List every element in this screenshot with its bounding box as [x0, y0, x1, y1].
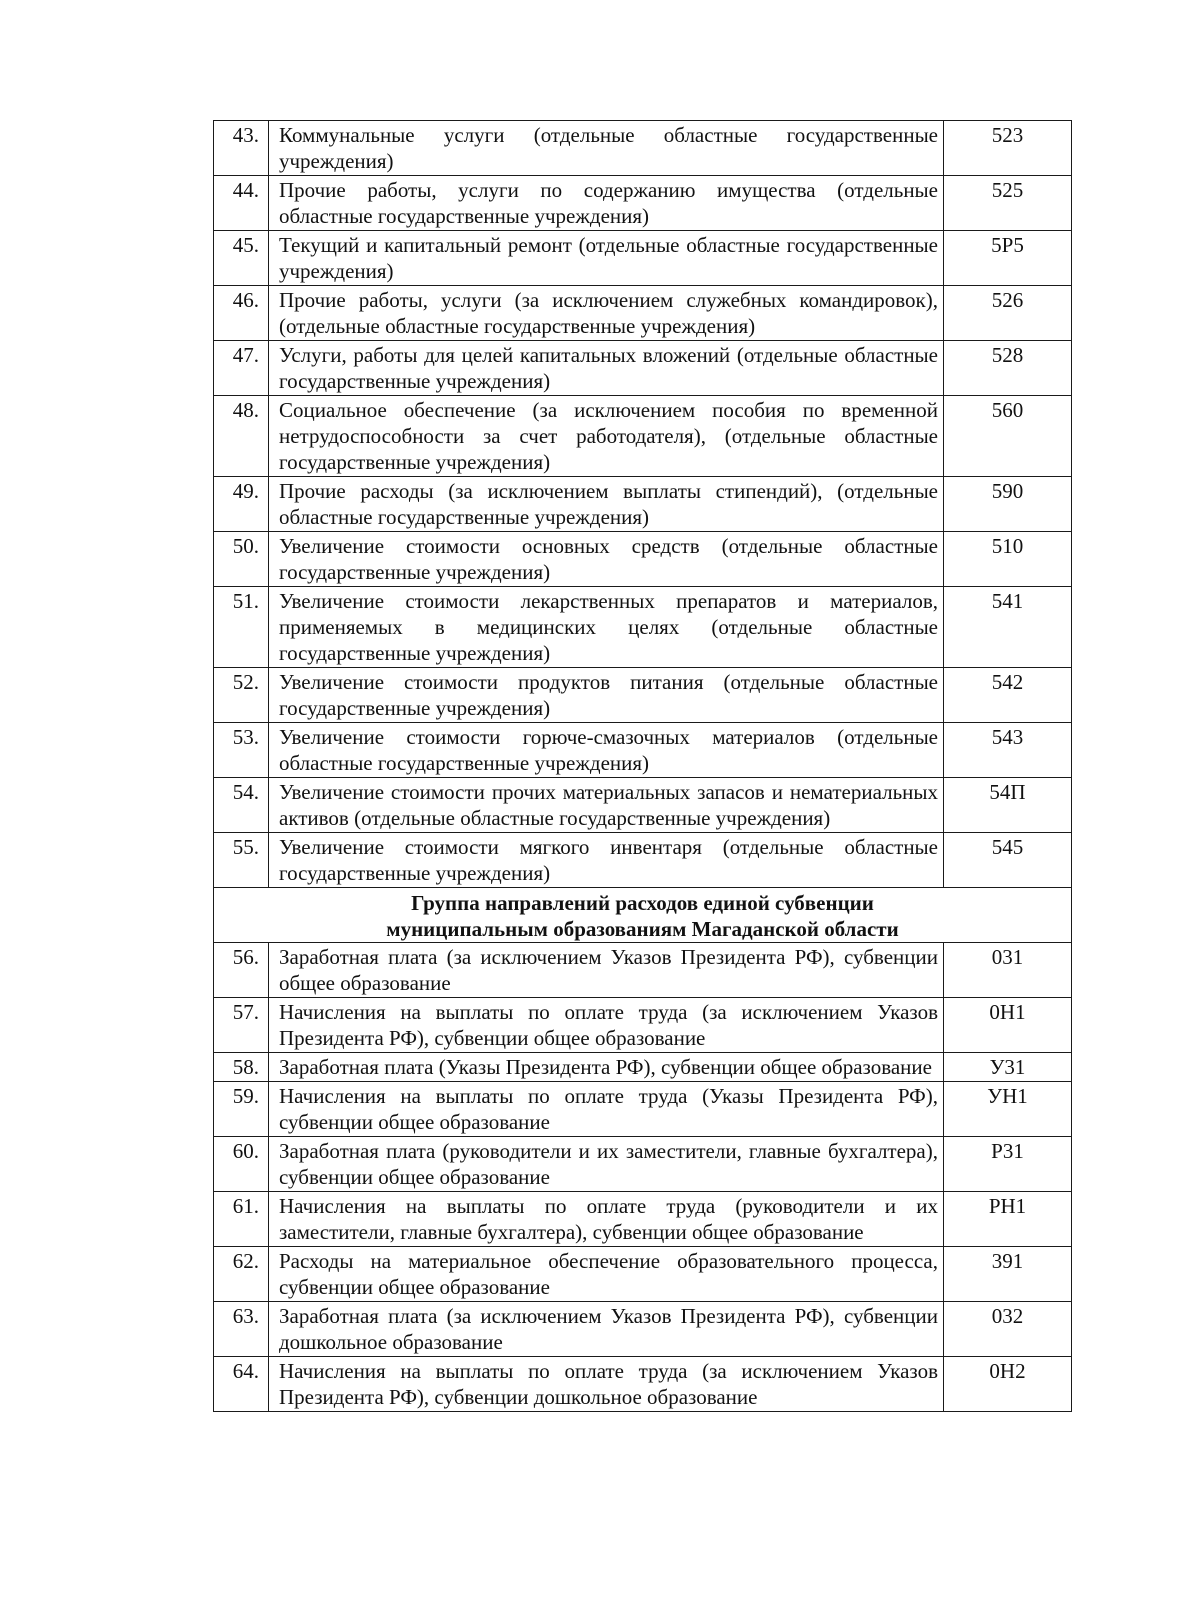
row-description: Начисления на выплаты по оплате труда (руководители и их заместители, главные бухгалтера), субвенции общее образование: [279, 1194, 938, 1244]
row-code: 541: [944, 587, 1072, 668]
expense-directions-table: [213, 120, 1072, 1412]
row-description: Заработная плата (Указы Президента РФ), субвенции общее образование: [279, 1055, 932, 1079]
row-description-cell: [269, 1357, 944, 1412]
row-number: 60.: [214, 1137, 269, 1192]
row-code: 525: [944, 176, 1072, 231]
row-description: Заработная плата (за исключением Указов Президента РФ), субвенции дошкольное образование: [279, 1304, 938, 1354]
table-row: [214, 587, 1072, 668]
row-code: 545: [944, 833, 1072, 888]
table-row: [214, 1357, 1072, 1412]
table-row: [214, 176, 1072, 231]
table-row: [214, 1053, 1072, 1082]
row-description-cell: [269, 477, 944, 532]
table-body: [214, 121, 1072, 1412]
row-description: Прочие работы, услуги по содержанию имущества (отдельные областные государственные учреждения): [279, 178, 938, 228]
row-number: 56.: [214, 943, 269, 998]
row-description-cell: [269, 587, 944, 668]
row-description-cell: [269, 723, 944, 778]
row-description: Прочие расходы (за исключением выплаты стипендий), (отдельные областные государственные учреждения): [279, 479, 938, 529]
row-number: 57.: [214, 998, 269, 1053]
row-number: 55.: [214, 833, 269, 888]
row-description: Текущий и капитальный ремонт (отдельные областные государственные учреждения): [279, 233, 938, 283]
row-number: 58.: [214, 1053, 269, 1082]
row-description: Услуги, работы для целей капитальных вложений (отдельные областные государственные учреждения): [279, 343, 938, 393]
row-code: 0Н1: [944, 998, 1072, 1053]
row-number: 46.: [214, 286, 269, 341]
row-description: Увеличение стоимости продуктов питания (отдельные областные государственные учреждения): [279, 670, 938, 720]
row-code: 031: [944, 943, 1072, 998]
row-code: 590: [944, 477, 1072, 532]
table-row: [214, 286, 1072, 341]
table-row: [214, 532, 1072, 587]
row-description-cell: [269, 396, 944, 477]
table-row: [214, 477, 1072, 532]
row-description-cell: [269, 121, 944, 176]
row-code: 5Р5: [944, 231, 1072, 286]
row-code: 54П: [944, 778, 1072, 833]
row-number: 63.: [214, 1302, 269, 1357]
row-number: 45.: [214, 231, 269, 286]
group-header-cell: [214, 888, 1072, 943]
row-number: 50.: [214, 532, 269, 587]
row-code: 526: [944, 286, 1072, 341]
row-number: 62.: [214, 1247, 269, 1302]
row-description-cell: [269, 1302, 944, 1357]
table-row: [214, 1137, 1072, 1192]
row-description-cell: [269, 778, 944, 833]
row-description-cell: [269, 1192, 944, 1247]
row-description: Заработная плата (за исключением Указов Президента РФ), субвенции общее образование: [279, 945, 938, 995]
row-description: Начисления на выплаты по оплате труда (Указы Президента РФ), субвенции общее образование: [279, 1084, 938, 1134]
table-row: [214, 396, 1072, 477]
table-row: [214, 231, 1072, 286]
group-header-row: [214, 888, 1072, 943]
row-number: 48.: [214, 396, 269, 477]
table-row: [214, 1082, 1072, 1137]
table-row: [214, 668, 1072, 723]
row-code: 510: [944, 532, 1072, 587]
row-description: Увеличение стоимости мягкого инвентаря (отдельные областные государственные учреждения): [279, 835, 938, 885]
row-description: Начисления на выплаты по оплате труда (за исключением Указов Президента РФ), субвенции общее образование: [279, 1000, 938, 1050]
row-code: 543: [944, 723, 1072, 778]
row-code: У31: [944, 1053, 1072, 1082]
table-row: [214, 1192, 1072, 1247]
row-description: Заработная плата (руководители и их заместители, главные бухгалтера), субвенции общее образование: [279, 1139, 938, 1189]
row-code: 542: [944, 668, 1072, 723]
row-description-cell: [269, 1053, 944, 1082]
row-description-cell: [269, 668, 944, 723]
row-code: 032: [944, 1302, 1072, 1357]
row-description-cell: [269, 1137, 944, 1192]
row-number: 52.: [214, 668, 269, 723]
table-row: [214, 778, 1072, 833]
row-description-cell: [269, 341, 944, 396]
row-description-cell: [269, 943, 944, 998]
row-description-cell: [269, 176, 944, 231]
table-row: [214, 121, 1072, 176]
row-number: 51.: [214, 587, 269, 668]
row-number: 64.: [214, 1357, 269, 1412]
row-description: Увеличение стоимости лекарственных препаратов и материалов, применяемых в медицинских целях (отдельные областные государственные учреждения): [279, 589, 938, 665]
row-number: 47.: [214, 341, 269, 396]
table-row: [214, 1302, 1072, 1357]
row-code: 523: [944, 121, 1072, 176]
row-description-cell: [269, 286, 944, 341]
row-number: 59.: [214, 1082, 269, 1137]
table-row: [214, 341, 1072, 396]
row-code: Р31: [944, 1137, 1072, 1192]
row-code: 528: [944, 341, 1072, 396]
row-number: 43.: [214, 121, 269, 176]
group-header-line-1: Группа направлений расходов единой субвенции: [411, 891, 874, 915]
row-description: Начисления на выплаты по оплате труда (за исключением Указов Президента РФ), субвенции дошкольное образование: [279, 1359, 938, 1409]
row-description-cell: [269, 532, 944, 587]
row-number: 49.: [214, 477, 269, 532]
row-code: 560: [944, 396, 1072, 477]
row-description: Увеличение стоимости горюче-смазочных материалов (отдельные областные государственные учреждения): [279, 725, 938, 775]
row-number: 54.: [214, 778, 269, 833]
row-number: 53.: [214, 723, 269, 778]
row-code: 391: [944, 1247, 1072, 1302]
row-description-cell: [269, 231, 944, 286]
group-header-line-2: муниципальным образованиям Магаданской области: [386, 917, 899, 941]
row-description-cell: [269, 833, 944, 888]
row-description: Прочие работы, услуги (за исключением служебных командировок), (отдельные областные государственные учреждения): [279, 288, 938, 338]
row-number: 44.: [214, 176, 269, 231]
table-row: [214, 1247, 1072, 1302]
row-description: Увеличение стоимости прочих материальных запасов и нематериальных активов (отдельные областные государственные учреждения): [279, 780, 938, 830]
table-row: [214, 998, 1072, 1053]
row-description: Увеличение стоимости основных средств (отдельные областные государственные учреждения): [279, 534, 938, 584]
row-number: 61.: [214, 1192, 269, 1247]
row-code: РН1: [944, 1192, 1072, 1247]
row-description-cell: [269, 1082, 944, 1137]
table-row: [214, 943, 1072, 998]
row-description: Коммунальные услуги (отдельные областные государственные учреждения): [279, 123, 938, 173]
row-description-cell: [269, 1247, 944, 1302]
row-code: УН1: [944, 1082, 1072, 1137]
table-row: [214, 833, 1072, 888]
row-description-cell: [269, 998, 944, 1053]
table-row: [214, 723, 1072, 778]
row-code: 0Н2: [944, 1357, 1072, 1412]
row-description: Социальное обеспечение (за исключением пособия по временной нетрудоспособности за счет работодателя), (отдельные областные государственные учреждения): [279, 398, 938, 474]
row-description: Расходы на материальное обеспечение образовательного процесса, субвенции общее образование: [279, 1249, 938, 1299]
